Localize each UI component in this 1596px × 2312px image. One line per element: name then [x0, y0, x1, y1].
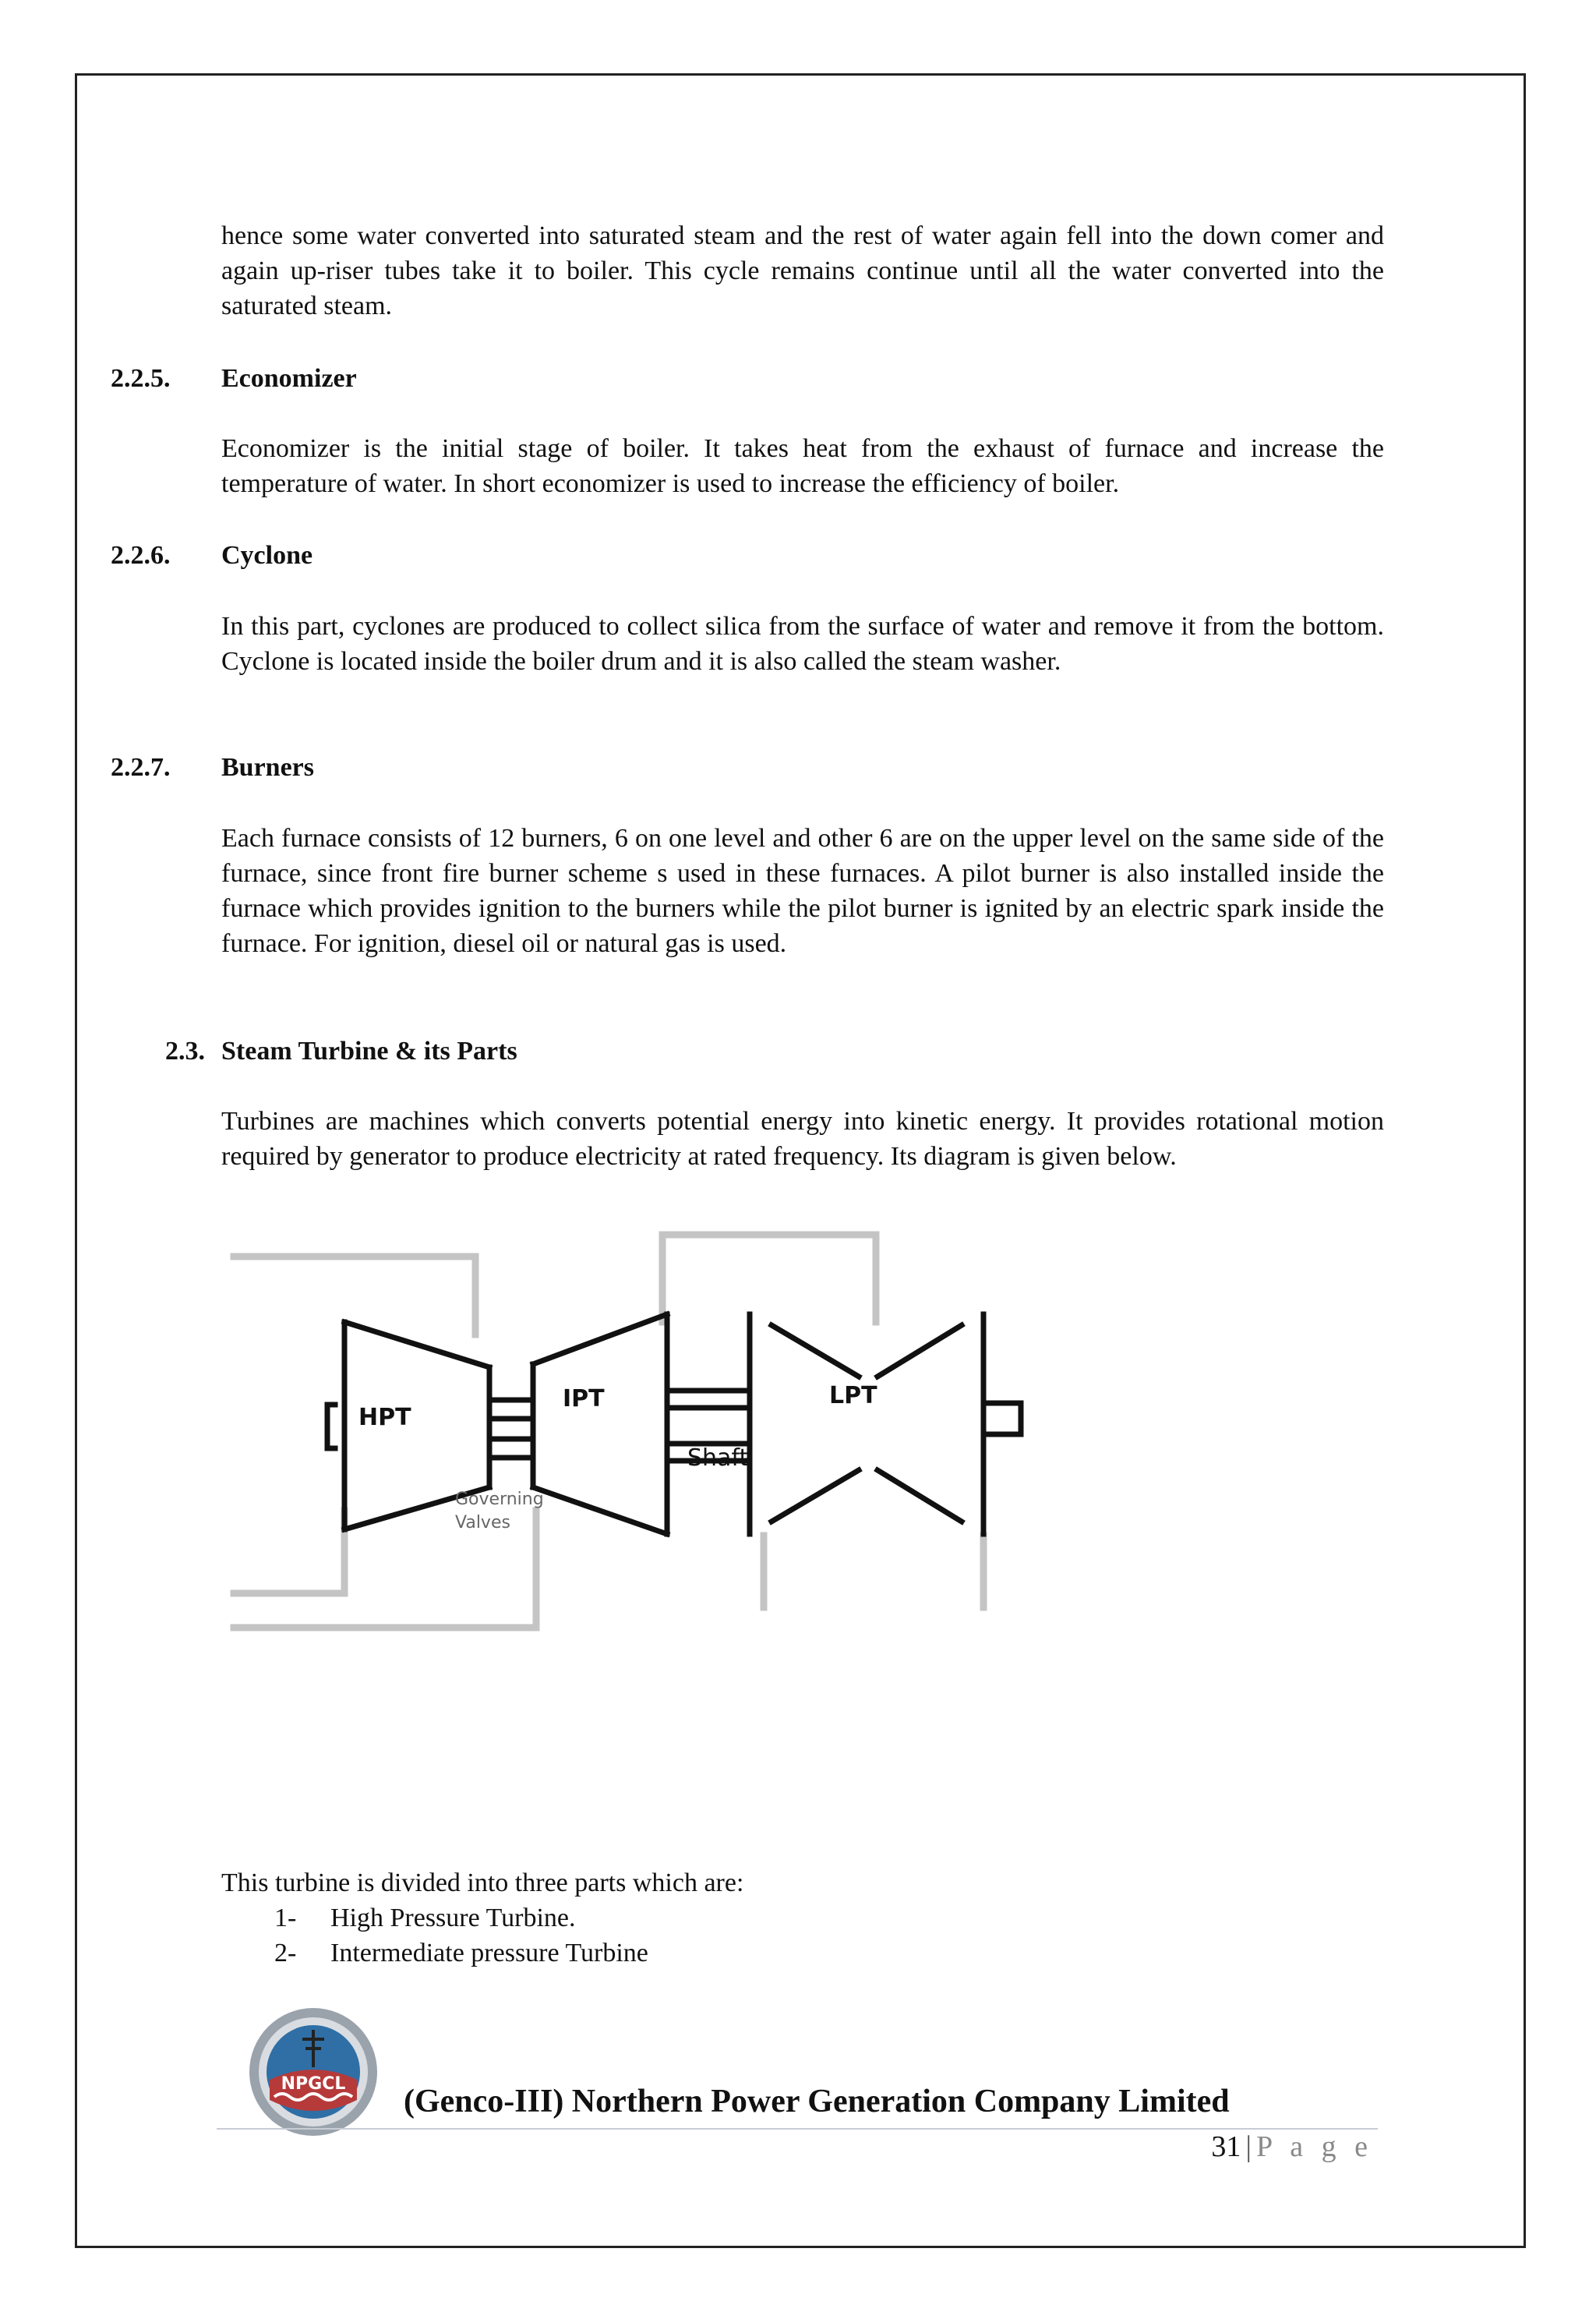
- section-title: Economizer: [221, 364, 357, 393]
- footer-divider: [217, 2128, 1378, 2130]
- section-number: 2.2.7.: [111, 753, 171, 782]
- page-number: [1211, 2130, 1373, 2164]
- lpt-casing: [750, 1314, 983, 1534]
- section-number: 2.2.6.: [111, 541, 171, 570]
- cyclone-paragraph: In this part, cyclones are produced to collect silica from the surface of water and remove it from the bottom. Cyclone is located inside the boiler drum and it is also called the steam washer.: [221, 612, 1384, 676]
- section-title: Steam Turbine & its Parts: [221, 1037, 517, 1066]
- governing-valves-label-line1: Governing: [455, 1490, 544, 1509]
- section-number: 2.2.5.: [111, 364, 171, 393]
- economizer-paragraph: Economizer is the initial stage of boiler. It takes heat from the exhaust of furnace and increase the temperature of water. In short economizer is used to increase the efficiency of boiler.: [221, 434, 1384, 498]
- steam-turbine-diagram: [226, 1224, 1036, 1645]
- hpt-bearing: [327, 1405, 335, 1448]
- section-title: Burners: [221, 753, 314, 782]
- section-title: Cyclone: [221, 541, 313, 570]
- ipt-casing: [533, 1314, 667, 1534]
- burners-paragraph: Each furnace consists of 12 burners, 6 on one level and other 6 are on the upper level on the same side of the furnace, since front fire burner scheme s used in these furnaces. A pilot burner is also installed inside the furnace which provides ignition to the burners while the pilot burner is ignited by an electric spark inside the furnace. For ignition, diesel oil or natural gas is used.: [221, 824, 1384, 958]
- list-item-text: High Pressure Turbine.: [330, 1904, 576, 1932]
- list-item: [274, 1936, 648, 1971]
- company-logo: [246, 2005, 380, 2139]
- page-number-separator: |: [1245, 2130, 1252, 2163]
- ipt-to-lpt-crossover-pipe: [662, 1235, 876, 1322]
- list-marker: 2-: [274, 1939, 297, 1967]
- page-number-value: 31: [1211, 2130, 1241, 2163]
- turbine-parts-intro: This turbine is divided into three parts which are:: [221, 1868, 744, 1897]
- logo-text: NPGCL: [281, 2074, 346, 2094]
- steam-turbine-paragraph: Turbines are machines which converts potential energy into kinetic energy. It provides rotational motion required by generator to produce electricity at rated frequency. Its diagram is given below.: [221, 1107, 1384, 1171]
- page-label: P a g e: [1256, 2130, 1373, 2163]
- ipt-label: IPT: [563, 1385, 605, 1412]
- hpt-label: HPT: [358, 1404, 411, 1431]
- turbine-outlines: [327, 1314, 1021, 1534]
- governing-valves-label-line2: Valves: [455, 1513, 510, 1532]
- list-item: [274, 1900, 576, 1936]
- hp-ip-coupling: [489, 1400, 533, 1458]
- hpt-exhaust-pipe: [234, 1511, 344, 1593]
- footer-company-name: (Genco-III) Northern Power Generation Company Limited: [404, 2084, 1230, 2119]
- lpt-bearing: [987, 1403, 1021, 1434]
- shaft-label: Shaft: [687, 1444, 749, 1472]
- lpt-label: LPT: [829, 1382, 877, 1409]
- intro-paragraph: hence some water converted into saturated steam and the rest of water again fell into the down comer and again up-riser tubes take it to boiler. This cycle remains continue until all the water converted into the saturated steam.: [221, 221, 1384, 320]
- section-number: 2.3.: [165, 1037, 205, 1066]
- list-item-text: Intermediate pressure Turbine: [330, 1939, 648, 1967]
- list-marker: 1-: [274, 1904, 297, 1932]
